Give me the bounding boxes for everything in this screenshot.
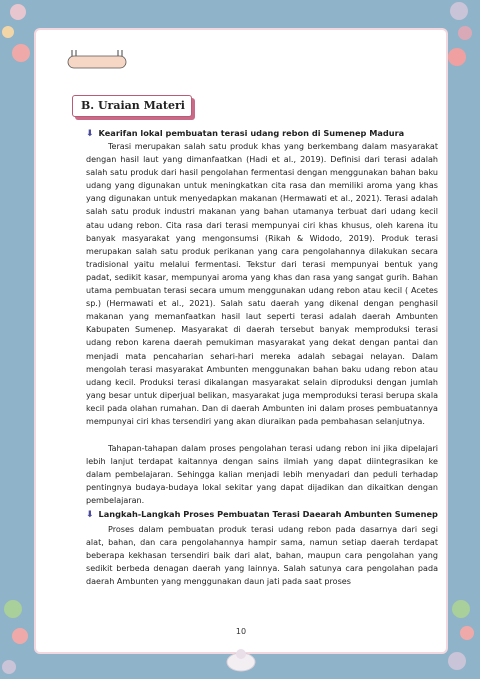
arrow-down-icon: ⬇ bbox=[86, 129, 94, 139]
heading-kearifan-lokal bbox=[86, 128, 404, 139]
heading-1-text: Kearifan lokal pembuatan terasi udang rebon di Sumenep Madura bbox=[98, 128, 405, 138]
clipboard-clip-icon bbox=[66, 48, 128, 72]
heading-langkah-proses bbox=[86, 509, 438, 520]
paragraph-1: Terasi merupakan salah satu produk khas yang berkembang dalam masyarakat dengan hasil laut yang dimanfaatkan (Hadi et al., 2019). Definisi dari terasi adalah salah satu produk dari hasil pengolahan fermentasi dengan menggunakan bahan baku udang yang digunakan untuk meningkatkan cita rasa dan memiliki aroma yang khas yang digunakan untuk menyedapkan makanan (Hermawati et al., 2021). Terasi adalah salah satu produk industri makanan yang bahan utamanya terbuat dari udang kecil atau udang rebon. Cita rasa dari terasi mempunyai ciri khas khusus, oleh karena itu banyak masyarakat yang mengonsumsi (Rikah & Widodo, 2019). Produk terasi merupakan salah satu produk perikanan yang cara pengolahannya dilakukan secara tradisional yaitu melalui fermentasi. Tekstur dari terasi mempunyai bentuk yang padat, sedikit kasar, mempunyai aroma yang khas dan rasa yang sangat gurih. Bahan utama pembuatan terasi secara umum menggunakan udang rebon atau kecil ( Acetes sp.) (Hermawati et al., 2021). Salah satu daerah yang dikenal dengan penghasil makanan yang memanfaatkan hasil laut seperti terasi adalah daerah Ambunten Kabupaten Sumenep. Masyarakat di daerah tersebut banyak memproduksi terasi udang rebon karena daerah pemukiman masyarakat yang dekat dengan pantai dan menjadi mata pencaharian sehari-hari mereka adalah sebagai nelayan. Dalam mengolah terasi masyarakat Ambunten menggunakan bahan baku udang rebon atau udang kecil. Produksi terasi dikalangan masyarakat selain diproduksi dengan jumlah yang besar untuk diperjual belikan, masyarakat juga memproduksi terasi berupa skala kecil pada olahan rumahan. Dan di daerah Ambunten ini dalam proses pembuatannya mempunyai ciri khas tersendiri yang akan diuraikan pada pembahasan selanjutnya. bbox=[86, 142, 438, 426]
section-title-box bbox=[72, 95, 192, 117]
bottom-decoration bbox=[221, 642, 261, 672]
paragraph-2: Tahapan-tahapan dalam proses pengolahan terasi udang rebon ini jika dipelajari lebih lanjut terdapat kaitannya dengan sains ilmiah yang dapat diintegrasikan ke dalam pembelajaran. Sehingga kalian menjadi lebih menyadari dan peduli terhadap pentingnya budaya-budaya lokal sekitar yang dapat dijadikan dan dikaitkan dengan pembelajaran. bbox=[86, 444, 438, 506]
arrow-down-icon: ⬇ bbox=[86, 510, 94, 520]
paragraph-3: Proses dalam pembuatan produk terasi udang rebon pada dasarnya dari segi alat, bahan, dan cara pengolahannya hampir sama, namun setiap daerah terdapat beberapa kekhasan tersendiri baik dari alat, bahan, maupun cara pengolahan yang sedikit berbeda denagan daerah yang lainnya. Salah satunya cara pengolahan pada daerah Ambunten yang menggunakan daun jati pada saat proses bbox=[86, 525, 438, 587]
heading-2-text: Langkah-Langkah Proses Pembuatan Terasi Daearah Ambunten Sumenep bbox=[98, 509, 438, 519]
page-number: 10 bbox=[235, 627, 247, 636]
document-page bbox=[36, 30, 446, 652]
section-title: B. Uraian Materi bbox=[81, 99, 185, 112]
